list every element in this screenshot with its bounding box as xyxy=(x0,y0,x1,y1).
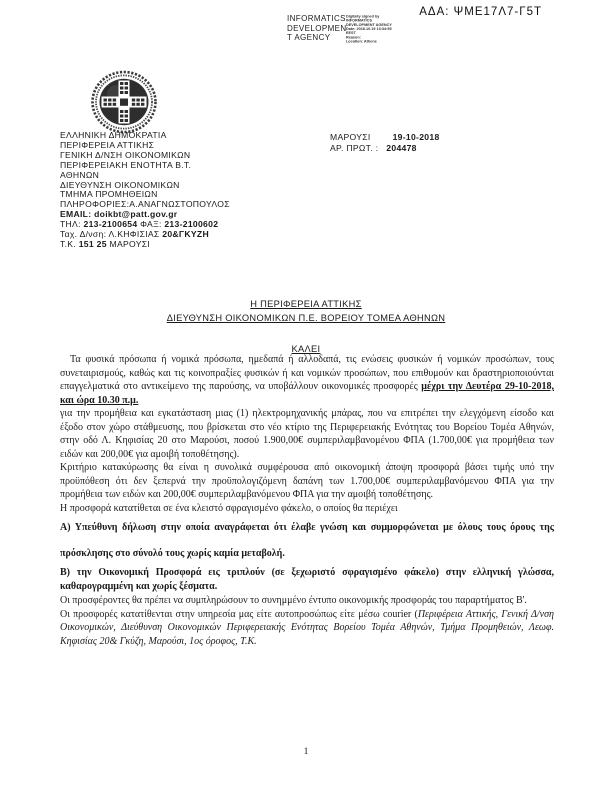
paragraph-invitation xyxy=(60,353,554,461)
signature-agency-line: INFORMATICS xyxy=(287,14,346,23)
protocol-number-value: 204478 xyxy=(386,143,417,153)
signature-agency-line: T AGENCY xyxy=(287,33,331,42)
signature-detail-line: Digitally signed by xyxy=(346,14,380,19)
ada-code: ΑΔΑ: ΨΜΕ17Λ7-Γ5Τ xyxy=(419,6,542,18)
letterhead-line: ΑΘΗΝΩΝ xyxy=(60,169,100,180)
heading-authority: Η ΠΕΡΙΦΕΡΕΙΑ ΑΤΤΙΚΗΣ xyxy=(250,299,362,309)
protocol-number-row xyxy=(330,143,440,154)
email-label: EMAIL: xyxy=(60,209,95,220)
signature-agency-line: DEVELOPMEN xyxy=(287,23,347,33)
protocol-number-label: ΑΡ. ΠΡΩΤ. : xyxy=(330,143,379,153)
letterhead-line: ΠΛΗΡΟΦΟΡΙΕΣ:Α.ΑΝΑΓΝΩΣΤΟΠΟΥΛΟΣ xyxy=(60,199,230,210)
document-body xyxy=(60,353,554,648)
address-value: 20&ΓΚΥΖΗ xyxy=(162,229,209,240)
signature-details xyxy=(346,14,422,43)
paragraph-annex-form: Οι προσφέροντες θα πρέπει να συμπληρώσουν το συνημμένο έντυπο οικονομικής προσφοράς του παραρτήματος Β'. xyxy=(60,595,527,606)
letterhead-block xyxy=(60,131,300,250)
submission-address-italic: Περιφέρεια Αττικής, Γενική Δ/νση Οικονομικών, Διεύθυνση Οικονομικών Περιφερειακής Ενότητας Βορείου Τομέα Αθηνών, Τμήμα Προμηθειών, Λεωφ. Κηφισίας 20& Γκύζη, Μαρούσι, 1ος όροφος, Τ.Κ. xyxy=(60,608,554,647)
letterhead-line: ΔΙΕΥΘΥΝΣΗ ΟΙΚΟΝΟΜΙΚΩΝ xyxy=(60,179,180,190)
fax-label: ΦΑΞ: xyxy=(137,219,165,230)
address-label: Ταχ. Δ/νση: Λ.ΚΗΦΙΣΙΑΣ xyxy=(60,229,163,240)
paragraph-submission-address xyxy=(60,608,554,649)
submission-text: Οι προσφορές κατατίθενται στην υπηρεσία μας είτε αυτοπροσώπως είτε μέσω courier ( xyxy=(60,608,418,620)
signature-detail-line: INFORMATICS xyxy=(346,18,372,23)
invitation-text: Τα φυσικά πρόσωπα ή νομικά πρόσωπα, ημεδαπά ή αλλοδαπά, τις ενώσεις φυσικών ή νομικών προσώπων, τους συνεταιρισμούς, καθώς και τις κοινοπραξίες φυσικών ή και νομικών προσώπων, που επιθυμούν και δραστηριοποιούνται επαγγελματικά στο αντικείμενο της παρούσης, να υποβάλλουν οικονομικές προσφορές xyxy=(60,354,554,392)
signature-detail-line: Date: 2018.10.19 13:34:55 xyxy=(346,26,392,31)
tel-value: 213-2100654 xyxy=(83,219,138,230)
fax-value: 213-2100602 xyxy=(164,219,219,230)
document-date: 19-10-2018 xyxy=(392,132,440,142)
submission-deadline: μέχρι την Δευτέρα 29-10-2018, και ώρα 10.30 π.μ. xyxy=(60,381,554,406)
paragraph-award-criterion: Κριτήριο κατακύρωσης θα είναι η συνολικά συμφέρουσα από οικονομική άποψη προσφορά βάσει τιμής υπό την προϋπόθεση ότι δεν ξεπερνά την προϋπολογιζόμενη δαπάνη των 1.700,00€ συμπεριλαμβανόμενου ΦΠΑ για την προμήθεια των ειδών και 200,00€ συμπεριλαμβανόμενου ΦΠΑ για την αμοιβή τοποθέτησης. xyxy=(60,462,554,500)
signature-agency-name xyxy=(287,14,347,84)
letterhead-postal xyxy=(60,240,300,250)
invitation-subject: για την προμήθεια και εγκατάσταση μιας (1) ηλεκτρομηχανικής μπάρας, που να επιτρέπει την ελεγχόμενη είσοδο και έξοδο στον χώρο στάθμευσης, που βρίσκεται στο νέο κτίριο της Περιφερειακής Ενότητας του Βορείου Τομέα Αθηνών, στην οδό Λ. Κηφισίας 20 στο Μαρούσι, ποσού 1.900,00€ συμπεριλαμβανομένου ΦΠΑ (1.700,00€ για προμήθεια των ειδών και 200,00€ για αμοιβή τοποθέτησης). xyxy=(60,408,554,460)
postal-label: Τ.Κ. xyxy=(60,238,79,249)
paragraph-envelope: Η προσφορά κατατίθεται σε ένα κλειστό σφραγισμένο φάκελο, ο οποίος θα περιέχει xyxy=(60,502,398,514)
tel-label: ΤΗΛ: xyxy=(60,219,84,230)
letterhead-line: ΠΕΡΙΦΕΡΕΙΑ ΑΤΤΙΚΗΣ xyxy=(60,139,155,150)
digital-signature-stamp xyxy=(287,14,526,84)
document-headings xyxy=(0,297,612,356)
postal-value: 151 25 xyxy=(78,238,107,249)
email-value: doikbt@patt.gov.gr xyxy=(94,209,178,220)
protocol-city-date xyxy=(330,132,440,143)
heading-directorate: ΔΙΕΥΘΥΝΣΗ ΟΙΚΟΝΟΜΙΚΩΝ Π.Ε. ΒΟΡΕΙΟΥ ΤΟΜΕΑ ΑΘΗΝΩΝ xyxy=(166,313,446,323)
signature-detail-line: DEVELOPMENT AGENCY xyxy=(346,22,392,27)
signature-detail-line: Location: Athens xyxy=(346,39,377,44)
paragraph-item-b: Β) την Οικονομική Προσφορά εις τριπλούν (σε ξεχωριστό σφραγισμένο φάκελο) στην ελληνική γλώσσα, καθαρογραμμένη και χωρίς ξέσματα. xyxy=(60,567,554,592)
signature-detail-line: EEST xyxy=(346,30,356,35)
signature-detail-line: Reason: xyxy=(346,35,361,40)
city-label: ΜΑΡΟΥΣΙ xyxy=(330,132,371,142)
letterhead-line: ΠΕΡΙΦΕΡΕΙΑΚΗ ΕΝΟΤΗΤΑ Β.Τ. xyxy=(60,159,192,170)
paragraph-item-a: Α) Υπεύθυνη δήλωση στην οποία αναγράφεται ότι έλαβε γνώση και συμμορφώνεται με όλους τους όρους της πρόσκλησης στο σύνολό τους χωρίς καμία μεταβολή. xyxy=(60,522,554,559)
protocol-block xyxy=(330,132,440,154)
postal-city: ΜΑΡΟΥΣΙ xyxy=(106,238,151,249)
heading-kalei: ΚΑΛΕΙ xyxy=(291,344,321,354)
page-number: 1 xyxy=(303,746,309,756)
greek-republic-emblem-icon xyxy=(90,70,158,139)
letterhead-line: ΓΕΝΙΚΗ Δ/ΝΣΗ ΟΙΚΟΝΟΜΙΚΩΝ xyxy=(60,149,191,160)
letterhead-line: ΕΛΛΗΝΙΚΗ ΔΗΜΟΚΡΑΤΙΑ xyxy=(60,130,167,140)
letterhead-line: ΤΜΗΜΑ ΠΡΟΜΗΘΕΙΩΝ xyxy=(60,189,158,200)
